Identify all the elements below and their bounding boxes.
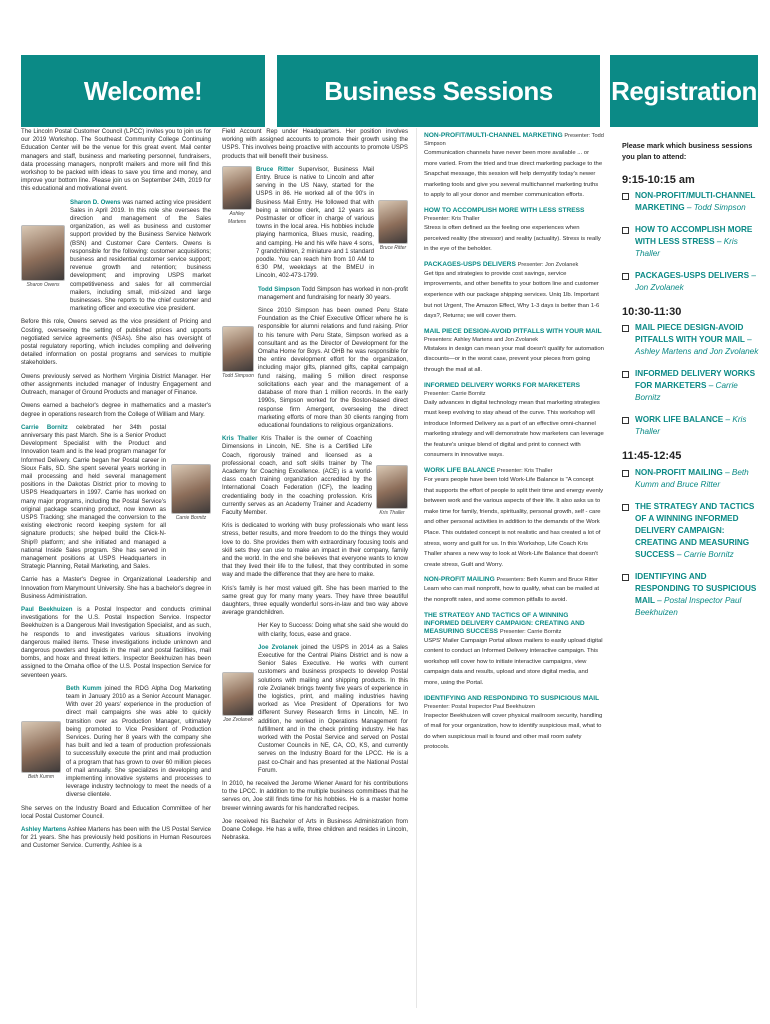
session-checkbox[interactable] xyxy=(622,470,629,477)
registration-blocks xyxy=(622,176,762,619)
session-title-text: NON-PROFIT MAILING xyxy=(424,576,495,584)
registration-heading: Please mark which business sessions you plan to attend: xyxy=(622,141,753,161)
kumm-text-1: joined the RDG Alpha Dog Marketing team in January 2010 as a Senior Account Manager. With over 20 years' experience in the production of direct mail campaigns she was able to quickly transition over as Production Manager, ultimately being promoted to Vice President of Production Services. During her 8 years with the company she has built and led a team of production professionals to successfully execute the print and mail production of a program that has grown to over 60 million pieces of mail annually. xyxy=(66,684,211,774)
session-presenter: Presenter: Carrie Bornitz xyxy=(499,628,562,635)
session-description: Communication channels have never been more available ... or more varied. From the tried and true direct marketing package to the Snapchat message, this session will help demystify today's newer marketing tools and give you several multichannel marketing truths to apply to all your donor and member communication efforts. xyxy=(424,150,603,199)
thaller-text-2: Kris is dedicated to working with busy professionals who want less stress, better results, and more freedom to do the things they would love to do. She provides them with extraordinary focusing tools and skill sets they can use to make an impact in their company, family and the world. In the end she believes that everyone wants to know that they lived their life to the fullest, that they contributed in some way and made the difference that they are here to make. xyxy=(222,522,408,579)
registration-title: Registration xyxy=(611,75,757,106)
session-option-label xyxy=(635,368,762,404)
martens-name: Ashley Martens xyxy=(21,826,67,834)
kumm-text-2: She specializes in developing and implementing innovative systems and processes to leverage industry technology to meet the needs of a diverse clientele. xyxy=(66,766,211,799)
column-divider xyxy=(416,128,417,1008)
session-title-text: INFORMED DELIVERY WORKS FOR MARKETERS xyxy=(424,381,581,389)
martens-text: Ashlee Martens has been with the US Postal Service for 21 years. She has previously held positions in Human Resources and Customer Service. Currently, Ashlee is a xyxy=(21,826,211,850)
kumm-bio xyxy=(21,685,211,805)
session-description: USPS' Mailer Campaign Portal allows mailers to easily upload digital content to conduct an Informed Delivery interactive campaign. This workshop will cover how to initiate interactive campaigns, view campaign data and results, upload and store digital media, and more, using the Portal. xyxy=(424,637,603,686)
session-option-title: IDENTIFYING AND RESPONDING TO SUSPICIOUS MAIL xyxy=(635,571,757,605)
session-option-presenter: – Postal Inspector Paul Beekhuizen xyxy=(635,595,742,617)
session-presenter: Presenter: Todd Simpson xyxy=(424,133,604,147)
session-option-presenter: – Todd Simpson xyxy=(686,203,746,213)
session-option-label xyxy=(635,571,762,619)
owens-text-1: was named acting vice president Sales in April 2019. In this role she oversees the direction and management of the Sales organization, as well as business and customer support provided by the Business Service Network (BSN) and Customer Care Centers. Owens is responsible for the following: customer acquisitions; business and residential customer service support; revenue growth and retention; business development; and improving USPS market competitiveness and sales for all commercial mailers, including small, mid-sized and large businesses. She reports to the chief customer and marketing officer and executive vice president. xyxy=(70,198,211,313)
bornitz-text-3: Carrie has a Master's Degree in Organizational Leadership and Innovation from Marymount University. She has a bachelor's degree in Business Administration. xyxy=(21,576,211,600)
session-option-presenter: – Kris Thaller xyxy=(635,237,738,259)
session-option-label xyxy=(635,467,762,491)
welcome-banner xyxy=(21,55,265,127)
zvolanek-name: Joe Zvolanek xyxy=(258,643,299,651)
session-option-label xyxy=(635,224,762,260)
bornitz-name: Carrie Bornitz xyxy=(21,423,68,431)
bornitz-text-1: celebrated her 34th postal anniversary this past March. She is a Senior Product Development Specialist with the Product and Innovation team and is the lead program manager for Informed Delivery. xyxy=(21,423,166,464)
session-title xyxy=(424,328,604,344)
session-option-label xyxy=(635,270,762,294)
session-option-label xyxy=(635,322,762,358)
thaller-name: Kris Thaller xyxy=(222,435,258,443)
registration-banner xyxy=(610,55,758,127)
session-option-label xyxy=(635,501,762,561)
session-option-label xyxy=(635,414,762,438)
session-title xyxy=(424,695,604,711)
martens-photo xyxy=(222,166,252,210)
session-checkbox[interactable] xyxy=(622,273,629,280)
session-presenter: Presenter: Jon Zvolanek xyxy=(517,261,579,268)
session-description: Daily advances in digital technology mean that marketing strategies must keep evolving to stay ahead of the curve. This workshop will introduce Informed Delivery as a part of an effective omni-channel marketing strategy and will demonstrate how marketers can leverage the feature's unique blend of digital and print to connect with consumers in innovative ways. xyxy=(424,399,604,459)
session-option-presenter: – Beth Kumm and Bruce Ritter xyxy=(635,467,749,489)
session-description: Learn who can mail nonprofit, how to qualify, what can be mailed at the nonprofit rates, and some common pitfalls to avoid. xyxy=(424,586,600,603)
session-description: Stress is often defined as the feeling one experiences when perceived reality (the stressor) and reality (actuality). Stress is really in the eye of the beholder. xyxy=(424,224,601,253)
session-title xyxy=(424,207,604,223)
session-checkbox[interactable] xyxy=(622,574,629,581)
session-option-label xyxy=(635,190,762,214)
session-checkbox[interactable] xyxy=(622,504,629,511)
welcome-column xyxy=(21,128,211,1008)
session-checkbox[interactable] xyxy=(622,371,629,378)
session-title xyxy=(424,132,604,148)
beekhuizen-name: Paul Beekhuizen xyxy=(21,605,73,613)
zvolanek-text-1: joined the USPS in 2014 as a Sales Executive for the Central Plains District and is now a Senior Sales Executive. He works with current customers and business prospects to develop Postal solutions with mailing and shipping products. In this role Zvolanek brings twenty five years of experience in the logistics, print, and mailing industries having worked as Vice President of Operations for two different Survey Research firms in Lincoln, NE. In addition, he worked in Operations Management for fulfillment and in the check printing industry. He has worked with the Postal Service and served on Postal Customer Councils in NE, CA, CO, KS, and currently serves on the Industry Board for the LPCC. He is a past co-Chair and has presented at the National Postal Forum. xyxy=(258,643,408,774)
session-presenter: Presenters: Beth Kumm and Bruce Ritter xyxy=(496,577,598,584)
session-title xyxy=(424,612,604,636)
welcome-title: Welcome! xyxy=(83,75,203,106)
session-option-title: WORK LIFE BALANCE xyxy=(635,415,724,425)
zvolanek-caption: Joe Zvolanek xyxy=(223,717,253,724)
session-presenter: Presenter: Carrie Bornitz xyxy=(424,390,486,397)
martens-text-cont: Field Account Rep under Headquarters. Her position involves working with assigned accounts to promote their growth using the USPS. This involves being proactive with accounts to promote USPS products that will benefit their business. xyxy=(222,128,408,160)
owens-text-2: Before this role, Owens served as the vice president of Pricing and Costing, overseeing the setting of published prices and upports negotiated service agreements (NSAs). She also has oversight of postal regulatory reporting, which includes compiling and delivering detailed information on postal programs and services to multiple stakeholders. xyxy=(21,318,211,367)
session-checkbox[interactable] xyxy=(622,227,629,234)
session-title-text: WORK LIFE BALANCE xyxy=(424,467,496,475)
simpson-text-1: Todd Simpson has worked in non-profit management and fundraising for nearly 30 years. xyxy=(258,285,408,301)
bios-column xyxy=(222,128,408,1008)
zvolanek-photo xyxy=(222,672,254,716)
session-option-presenter: – Jon Zvolanek xyxy=(635,271,756,293)
bornitz-text-2: Carrie began her Postal career in Sioux Falls, SD. She spent several years working in mail processing and held several management positions in the Dakotas District prior to moving to USPS Headquarters in 1997. Carrie has worked on many major programs, including the Postal Service's original package scanning product, now known as USPS Tracking; she managed the conversion to the existing electronic record keeping system for all signature products; she helped build the Click-N-Ship® platform; and she initiated and managed a national Inside Sales program. She has served in management positions at USPS Headquarters in Strategic Planning, Retail Marketing, and Sales. xyxy=(21,456,166,571)
session-presenter: Presenters: Ashley Martens and Jon Zvolanek xyxy=(424,336,539,343)
ritter-photo xyxy=(378,200,408,244)
session-option-title: INFORMED DELIVERY WORKS FOR MARKETERS xyxy=(635,369,756,391)
sessions-column xyxy=(424,128,604,1008)
session-option-title: THE STRATEGY AND TACTICS OF A WINNING INFORMED DELIVERY CAMPAIGN: CREATING AND MEASURING SUCCESS xyxy=(635,501,755,559)
session-option[interactable] xyxy=(622,368,762,404)
session-checkbox[interactable] xyxy=(622,193,629,200)
session-checkbox[interactable] xyxy=(622,325,629,332)
session-option[interactable] xyxy=(622,501,762,561)
ritter-caption: Bruce Ritter xyxy=(379,244,407,251)
session-title-text: MAIL PIECE DESIGN-AVOID PITFALLS WITH YOUR MAIL xyxy=(424,327,602,335)
session-option-title: HOW TO ACCOMPLISH MORE WITH LESS STRESS xyxy=(635,225,753,247)
zvolanek-text-2: In 2010, he received the Jerome Wiener Award for his contributions to the LPCC. In addition to the multiple business committees that he serves on, Joe still finds time for his hobbies. He is a master home brewer winning awards for his handcrafted recipes. xyxy=(222,780,408,812)
session-title xyxy=(424,382,604,398)
owens-text-3: Owens previously served as Northern Virginia District Manager. Her other assignments included manager of Industry Engagement and Outreach, manager of Ground Products and manager of Finance. xyxy=(21,372,211,397)
session-option-title: PACKAGES-USPS DELIVERS xyxy=(635,271,750,281)
session-option[interactable] xyxy=(622,270,762,294)
session-option-title: NON-PROFIT/MULTI-CHANNEL MARKETING xyxy=(635,191,756,213)
session-description: Mistakes in design can mean your mail doesn't qualify for automation discounts—or in the worst case, prevent your pieces from going through the mail at all. xyxy=(424,345,604,373)
simpson-text-2: Since 2010 Simpson has been owned Peru State Foundation as the Chief Executive Officer where he is responsible for alumni relations and fund raising. Prior to his tenure with Peru State, Simpson worked as a consultant and as the Director of Development for the Omaha Home for Boys. At OHB he was responsible for the entire development effort for the organization, including major gifts, planned gifts, capital campaign fund raising, mailing 5 million direct response solicitations each year and the management of a database of more than 1 million records. In the early 1990s, Simpson worked for the Boston-based direct response firm Amergent, overseeing the direct marketing efforts of more than 30 clients ranging from educational foundations to religious organizations. xyxy=(258,307,408,429)
time-slot: 10:30-11:30 xyxy=(622,306,682,319)
session-description: Get tips and strategies to provide cost savings, service improvements, and other benefits to your bottom line and customer experience with our package shipping services. Uniq 1lb. Important but not Urgent, The Amazon Effect, Why 1-3 days is better than 1-6 days?, Returns; we will cover them. xyxy=(424,270,600,320)
sessions-banner xyxy=(277,55,600,127)
session-presenter: Presenter: Kris Thaller xyxy=(496,468,553,475)
time-slot: 9:15-10:15 am xyxy=(622,174,695,186)
welcome-intro: The Lincoln Postal Customer Council (LPCC) invites you to join us for our 2019 Workshop. The Southeast Community College Continuing Education Center will be the venue for this great event. Mail center managers and staff, business and marketing personnel, fundraisers, data processing managers, nonprofit mailers and more will find this workshop to be packed with ideas to save you time and money, and improve your bottom line. Please join us on September 24th, 2019 for this educational and motivational event. xyxy=(21,128,211,193)
zvolanek-bio xyxy=(222,622,408,780)
session-option-title: NON-PROFIT MAILING xyxy=(635,467,723,477)
session-option[interactable] xyxy=(622,467,762,491)
session-option[interactable] xyxy=(622,414,762,438)
owens-text-4: Owens earned a bachelor's degree in mathematics and a master's degree in operations research from the College of William and Mary. xyxy=(21,402,211,418)
session-option[interactable] xyxy=(622,224,762,260)
session-option[interactable] xyxy=(622,190,762,214)
martens-caption: Ashley Martens xyxy=(227,210,247,226)
thaller-text-4: Her Key to Success: Doing what she said she would do with clarity, focus, ease and grace. xyxy=(258,622,408,638)
owens-name: Sharon D. Owens xyxy=(70,198,121,206)
session-option[interactable] xyxy=(622,322,762,358)
kumm-text-3: She serves on the Industry Board and Education Committee of her local Postal Customer Council. xyxy=(21,804,211,820)
simpson-caption: Todd Simpson xyxy=(222,372,254,379)
session-option-presenter: – Carrie Bornitz xyxy=(676,549,734,559)
simpson-name: Todd Simpson xyxy=(258,285,301,293)
registration-column xyxy=(622,128,762,1008)
thaller-photo xyxy=(376,465,408,509)
zvolanek-text-3: Joe received his Bachelor of Arts in Business Administration from Doane College. He has a wife, three children and resides in Lincoln, Nebraska. xyxy=(222,817,408,842)
thaller-bio xyxy=(222,435,408,522)
thaller-text-3: Kris's family is her most valued gift. She has been married to the same great guy for many many years. They have three beautiful daughters, three equally wonderful sons-in-law and two way above average grandchildren. xyxy=(222,584,408,617)
session-title xyxy=(424,467,604,475)
session-description: For years people have been told Work-Life Balance is "A concept that supports the effort of people to split their time and energy evenly between work and the various aspects of their life. It also asks us to make time for family, friends, spirituality, personal growth, self - care and other personal activities in addition to the demands of the Work Place. This outdated concept is not realistic and has created a lot of stress, worry and guilt for us. In this Workshop, Life Coach Kris Thaller shares a new way to look at Work-Life Balance that doesn't create stress, Guilt and Worry. xyxy=(424,477,604,568)
session-option-presenter: – Carrie Bornitz xyxy=(635,381,738,403)
session-title-text: NON-PROFIT/MULTI-CHANNEL MARKETING xyxy=(424,132,563,139)
session-title-text: PACKAGES-USPS DELIVERS xyxy=(424,260,516,268)
session-checkbox[interactable] xyxy=(622,417,629,424)
beekhuizen-text: is a Postal Inspector and conducts criminal investigations for the U.S. Postal Inspection Service. Inspector Beekhuizen is a Dangerous Mail Investigation Specialist, and as such, he responds to and investigates various situations involving dangerous mailed items. These investigations include unknown and dangerous powders and liquids in the mail and postal facilities, mail bombs, and hoax and threat letters. Inspector Beekhuizen has been assigned to the Omaha office of the U.S. Postal Inspection Service for seventeen years. xyxy=(21,605,211,679)
session-presenter: Presenter: Kris Thaller xyxy=(424,215,480,222)
ritter-name: Bruce Ritter xyxy=(256,165,294,173)
session-option-title: MAIL PIECE DESIGN-AVOID PITFALLS WITH YOUR MAIL xyxy=(635,323,745,345)
bornitz-bio xyxy=(21,424,211,577)
bornitz-photo xyxy=(171,464,211,514)
session-option-presenter: – Kris Thaller xyxy=(635,415,747,437)
bornitz-caption: Carrie Bornitz xyxy=(175,514,207,521)
simpson-bio xyxy=(222,286,408,435)
ritter-text: Supervisor, Business Mail Entry. Bruce is native to Lincoln and after serving in the US Navy, started for the USPS in 86. He worked all of the 90's in Business Mail Entry. He followed that with being a window clerk, and 12 years as Postmaster or officer in charge of various towns in the local area. His hobbies include playing harmonica, Blues music, reading, and camping. He and his wife have 4 sons, 7 grandchildren, 2 miniature and 1 standard poodle. You can reach him from 10 AM to 6:30 PM, weekdays at the BMEU in Lincoln, 402-473-1799. xyxy=(256,165,374,280)
owens-bio xyxy=(21,199,211,319)
ritter-bio xyxy=(222,166,408,286)
session-presenter: Presenter: Postal Inspector Paul Beekhuizen xyxy=(424,703,536,710)
session-description: Inspector Beekhuizen will cover physical mailroom security, handling of mail for your organization, how to identify suspicious mail, what to do when suspicious mail is found and other mail room safety protocols. xyxy=(424,712,603,751)
owens-photo xyxy=(21,225,65,281)
thaller-caption: Kris Thaller xyxy=(379,510,405,517)
simpson-photo xyxy=(222,326,254,372)
owens-caption: Sharon Owens xyxy=(26,281,60,288)
time-slot: 11:45-12:45 xyxy=(622,450,682,463)
thaller-text-1: Kris Thaller is the owner of Coaching Dimensions in Lincoln, NE. She is a Certified Life Coach, rigorously trained and licensed as a professional coach, and soft skills trainer by The Academy for Coaching Excellence. (ACE) is a world-class coach training organization accredited by the International Coach Federation (ICF), the leading credentialing body in the coaching profession. Kris currently serves as an Academy Trainer and Academy Faculty Member. xyxy=(222,435,373,516)
session-title xyxy=(424,261,604,269)
session-title xyxy=(424,576,604,584)
kumm-name: Beth Kumm xyxy=(66,684,102,692)
session-option-presenter: – Ashley Martens and Jon Zvolanek xyxy=(635,335,759,357)
session-title-text: HOW TO ACCOMPLISH MORE WITH LESS STRESS xyxy=(424,206,585,214)
kumm-caption: Beth Kumm xyxy=(27,773,55,780)
sessions-title: Business Sessions xyxy=(324,75,553,106)
kumm-photo xyxy=(21,721,61,773)
session-title-text: IDENTIFYING AND RESPONDING TO SUSPICIOUS MAIL xyxy=(424,694,599,702)
session-title-text: THE STRATEGY AND TACTICS OF A WINNING INFORMED DELIVERY CAMPAIGN: CREATING AND MEASURING SUCCESS xyxy=(424,611,585,635)
session-option[interactable] xyxy=(622,571,762,619)
